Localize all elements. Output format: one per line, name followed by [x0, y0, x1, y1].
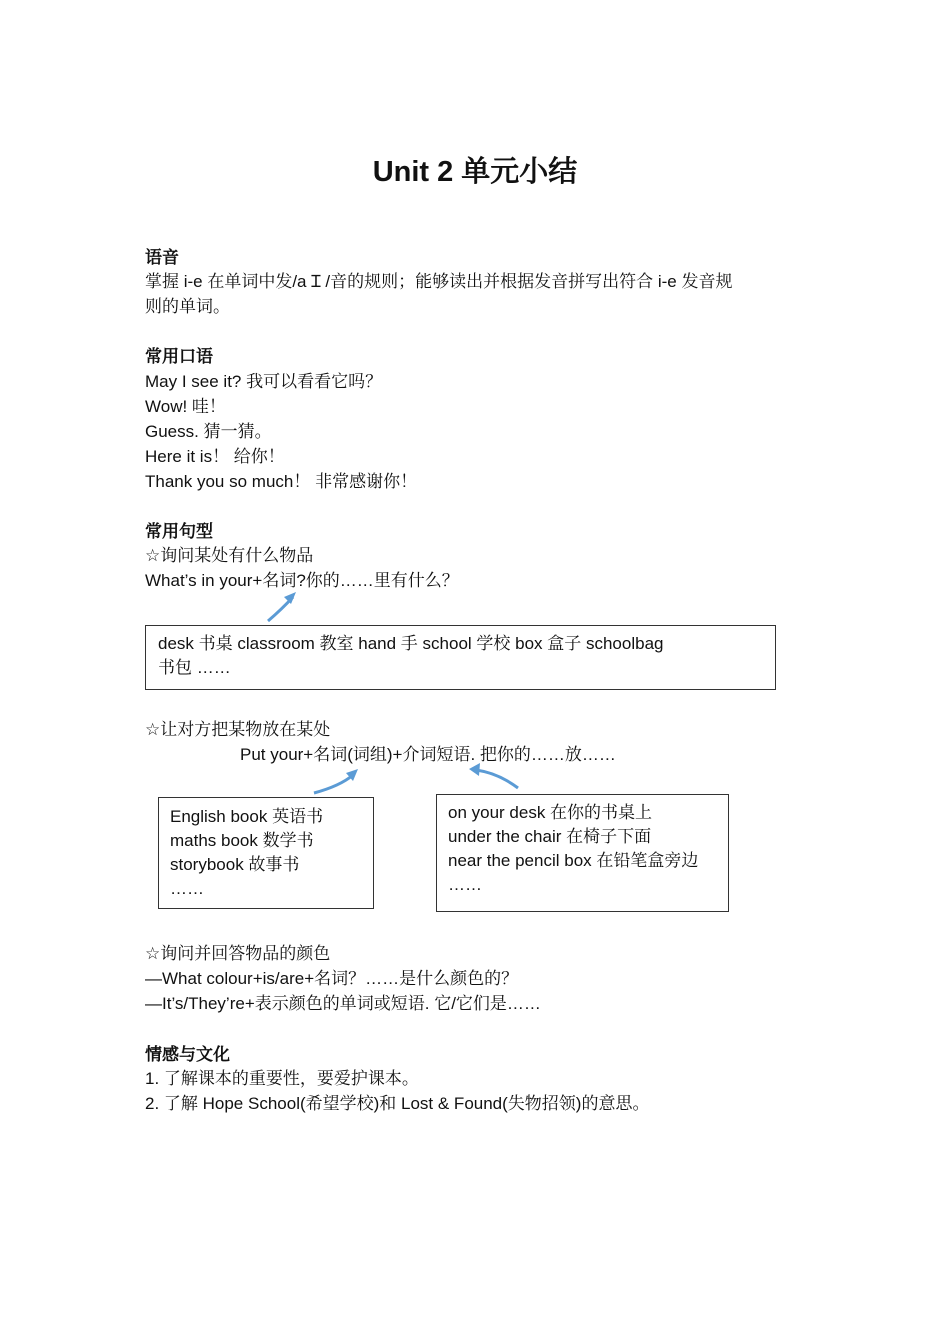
prep-phrase-item: under the chair 在椅子下面 [448, 827, 652, 846]
noun-phrase-item: maths book 数学书 [170, 831, 314, 850]
prep-phrase-item: …… [448, 875, 482, 894]
noun-phrase-item: …… [170, 879, 204, 898]
patterns-heading: 常用句型 [145, 522, 213, 541]
spoken-heading: 常用口语 [145, 347, 213, 366]
spoken-line: Here it is！ 给你！ [145, 447, 285, 466]
spoken-line: Guess. 猜一猜。 [145, 422, 272, 441]
pattern3-question: —What colour+is/are+名词？……是什么颜色的？ [145, 969, 519, 988]
culture-heading: 情感与文化 [145, 1045, 230, 1064]
pattern3-label: ☆询问并回答物品的颜色 [145, 944, 331, 963]
prep-phrase-item: near the pencil box 在铅笔盒旁边 [448, 851, 699, 870]
spoken-line: Thank you so much！ 非常感谢你！ [145, 472, 418, 491]
phonics-text-line2: 则的单词。 [145, 297, 230, 316]
phonics-text-line1: 掌握 i-e 在单词中发/a Ɪ /音的规则；能够读出并根据发音拼写出符合 i-e 发音规 [145, 272, 733, 291]
noun-examples-line2: 书包 …… [158, 658, 231, 677]
pattern3-answer: —It’s/They’re+表示颜色的单词或短语. 它/它们是…… [145, 994, 541, 1013]
pattern2-sentence: Put your+名词(词组)+介词短语. 把你的……放…… [240, 745, 616, 764]
spoken-line: Wow! 哇！ [145, 397, 226, 416]
noun-examples-line1: desk 书桌 classroom 教室 hand 手 school 学校 box 盒子 schoolbag [158, 634, 664, 653]
spoken-line: May I see it? 我可以看看它吗？ [145, 372, 383, 391]
pattern1-label: ☆询问某处有什么物品 [145, 546, 314, 565]
pattern2-label: ☆让对方把某物放在某处 [145, 720, 331, 739]
noun-phrase-box [158, 797, 374, 909]
noun-phrase-item: storybook 故事书 [170, 855, 300, 874]
prep-phrase-item: on your desk 在你的书桌上 [448, 803, 653, 822]
noun-phrase-item: English book 英语书 [170, 807, 324, 826]
culture-line: 1. 了解课本的重要性，要爱护课本。 [145, 1069, 419, 1088]
culture-line: 2. 了解 Hope School(希望学校)和 Lost & Found(失物招领)的意思。 [145, 1094, 650, 1113]
page-title: Unit 2 单元小结 [372, 156, 578, 188]
phonics-heading: 语音 [145, 248, 179, 267]
prep-phrase-box [436, 794, 729, 912]
pattern1-sentence: What’s in your+名词?你的……里有什么？ [145, 571, 459, 590]
